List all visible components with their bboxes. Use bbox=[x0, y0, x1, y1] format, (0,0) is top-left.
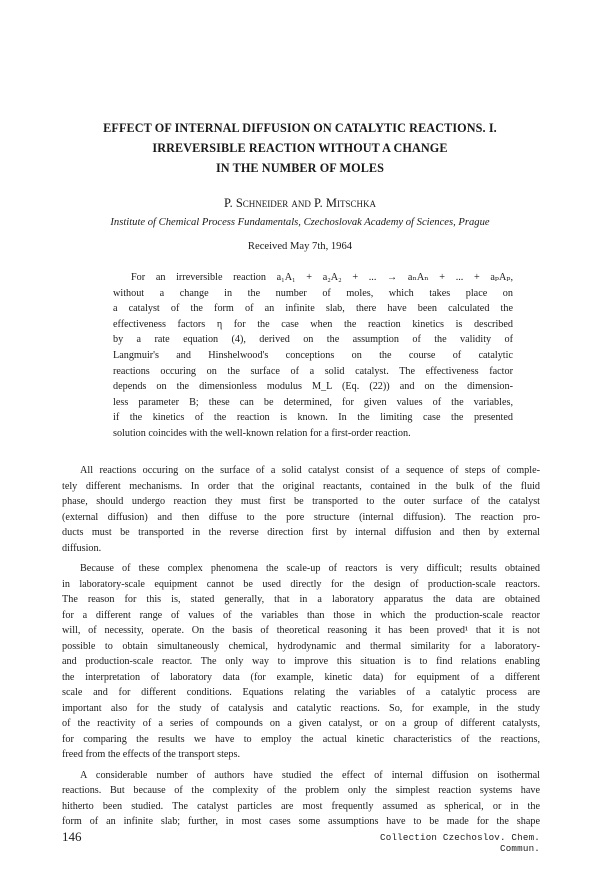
journal-name: Collection Czechoslov. Chem. Commun. bbox=[380, 832, 540, 854]
abstract-line: if the kinetics of the reaction is known. In the limiting case the presented bbox=[113, 412, 513, 424]
body-line: and production-scale reactor. The only way to improve this situation is to find relations enabling bbox=[62, 656, 540, 667]
body-line: important also for the study of catalysis and catalytic reactions. So, for example, in the study bbox=[62, 702, 540, 714]
abstract-line: without a change in the number of moles, which takes place on bbox=[113, 287, 513, 299]
title-line: EFFECT OF INTERNAL DIFFUSION ON CATALYTIC REACTIONS. I. bbox=[103, 121, 497, 135]
received-date: Received May 7th, 1964 bbox=[247, 241, 353, 252]
body-line: diffusion. bbox=[62, 542, 102, 554]
paragraph bbox=[62, 768, 540, 830]
abstract bbox=[113, 270, 513, 442]
body-line: A considerable number of authors have studied the effect of internal diffusion on isothermal bbox=[80, 769, 540, 781]
body-line: tely different mechanisms. In order that the original reactants, contained in the bulk of the fluid bbox=[62, 480, 540, 492]
body-line: reactions. But because of the complexity of the problem only the simplest reaction systems have bbox=[62, 785, 540, 796]
abstract-line: depends on the dimensionless modulus M_L (Eq. (22)) and on the dimension- bbox=[113, 381, 513, 393]
abstract-line: solution coincides with the well-known relation for a first-order reaction. bbox=[113, 427, 411, 439]
body-text bbox=[62, 463, 540, 835]
body-line: Because of these complex phenomena the scale-up of reactors is very difficult; results obtained bbox=[80, 563, 540, 574]
body-line: The reason for this is, stated generally, that in a laboratory apparatus the data are obtained bbox=[62, 594, 540, 605]
body-line: scale and for different conditions. Equations relating the variables of a catalytic process are bbox=[62, 687, 540, 698]
abstract-line: effectiveness factors η for the case when the reaction kinetics is described bbox=[113, 318, 513, 330]
body-line: of the reactivity of a series of compounds on a given catalyst, or on a group of different catalysts, bbox=[62, 718, 540, 729]
body-line: ducts must be transported in the reverse direction first by internal diffusion and then by external bbox=[62, 527, 540, 538]
abstract-line: a catalyst of the form of an infinite slab, there have been calculated the bbox=[113, 303, 513, 315]
body-line: freed from the effects of the transport steps. bbox=[62, 749, 241, 760]
abstract-line: less parameter B; these can be determined, for given values of the variables, bbox=[113, 396, 513, 408]
body-line: will, of necessity, operate. On the basis of theoretical reasoning it has been proved¹ that it is not bbox=[62, 625, 540, 636]
body-line: phase, should undergo reaction they must first be transported to the outer surface of the catalyst bbox=[62, 496, 540, 507]
paper-title bbox=[60, 118, 540, 178]
body-line: for comparing the results we have to employ the actual kinetic characteristics of the reactions, bbox=[62, 733, 540, 745]
body-line: All reactions occuring on the surface of a solid catalyst consist of a sequence of steps of comple- bbox=[80, 465, 540, 476]
abstract-line: Langmuir's and Hinshelwood's conceptions on the course of catalytic bbox=[113, 349, 513, 361]
institute: Institute of Chemical Process Fundamentals, Czechoslovak Academy of Sciences, Prague bbox=[110, 217, 490, 228]
body-line: (external diffusion) and then diffuse to the pore structure (internal diffusion). The reaction pro- bbox=[62, 511, 540, 523]
body-line: form of an infinite slab; further, in most cases some assumptions have to be made for the shape bbox=[62, 816, 540, 827]
body-line: hitherto been studied. The catalyst particles are most frequently assumed as spherical, or in the bbox=[62, 800, 540, 812]
body-line: the interpretation of laboratory data (for example, kinetic data) for equipment of a different bbox=[62, 671, 540, 683]
paragraph bbox=[62, 463, 540, 556]
body-line: in laboratory-scale equipment cannot be used directly for the design of production-scale reactors. bbox=[62, 578, 540, 590]
title-line: IRREVERSIBLE REACTION WITHOUT A CHANGE bbox=[152, 141, 448, 155]
abstract-line: reactions occuring on the surface of a solid catalyst. The effectiveness factor bbox=[113, 365, 513, 377]
authors: P. Schneider and P. Mitschka bbox=[224, 196, 376, 210]
body-line: for a different range of values of the variables than those in which the production-scale reactor bbox=[62, 609, 540, 621]
page-number: 146 bbox=[62, 829, 82, 844]
paragraph bbox=[62, 561, 540, 763]
body-line: possible to obtain simultaneously chemical, hydrodynamic and thermal similarity for a laboratory- bbox=[62, 640, 540, 652]
title-line: IN THE NUMBER OF MOLES bbox=[215, 161, 385, 175]
abstract-line: by a rate equation (4), derived on the assumption of the validity of bbox=[113, 334, 513, 346]
abstract-line: For an irreversible reaction a₁A₁ + a₂A₂ + ... → aₙAₙ + ... + aₚAₚ, bbox=[131, 272, 513, 283]
